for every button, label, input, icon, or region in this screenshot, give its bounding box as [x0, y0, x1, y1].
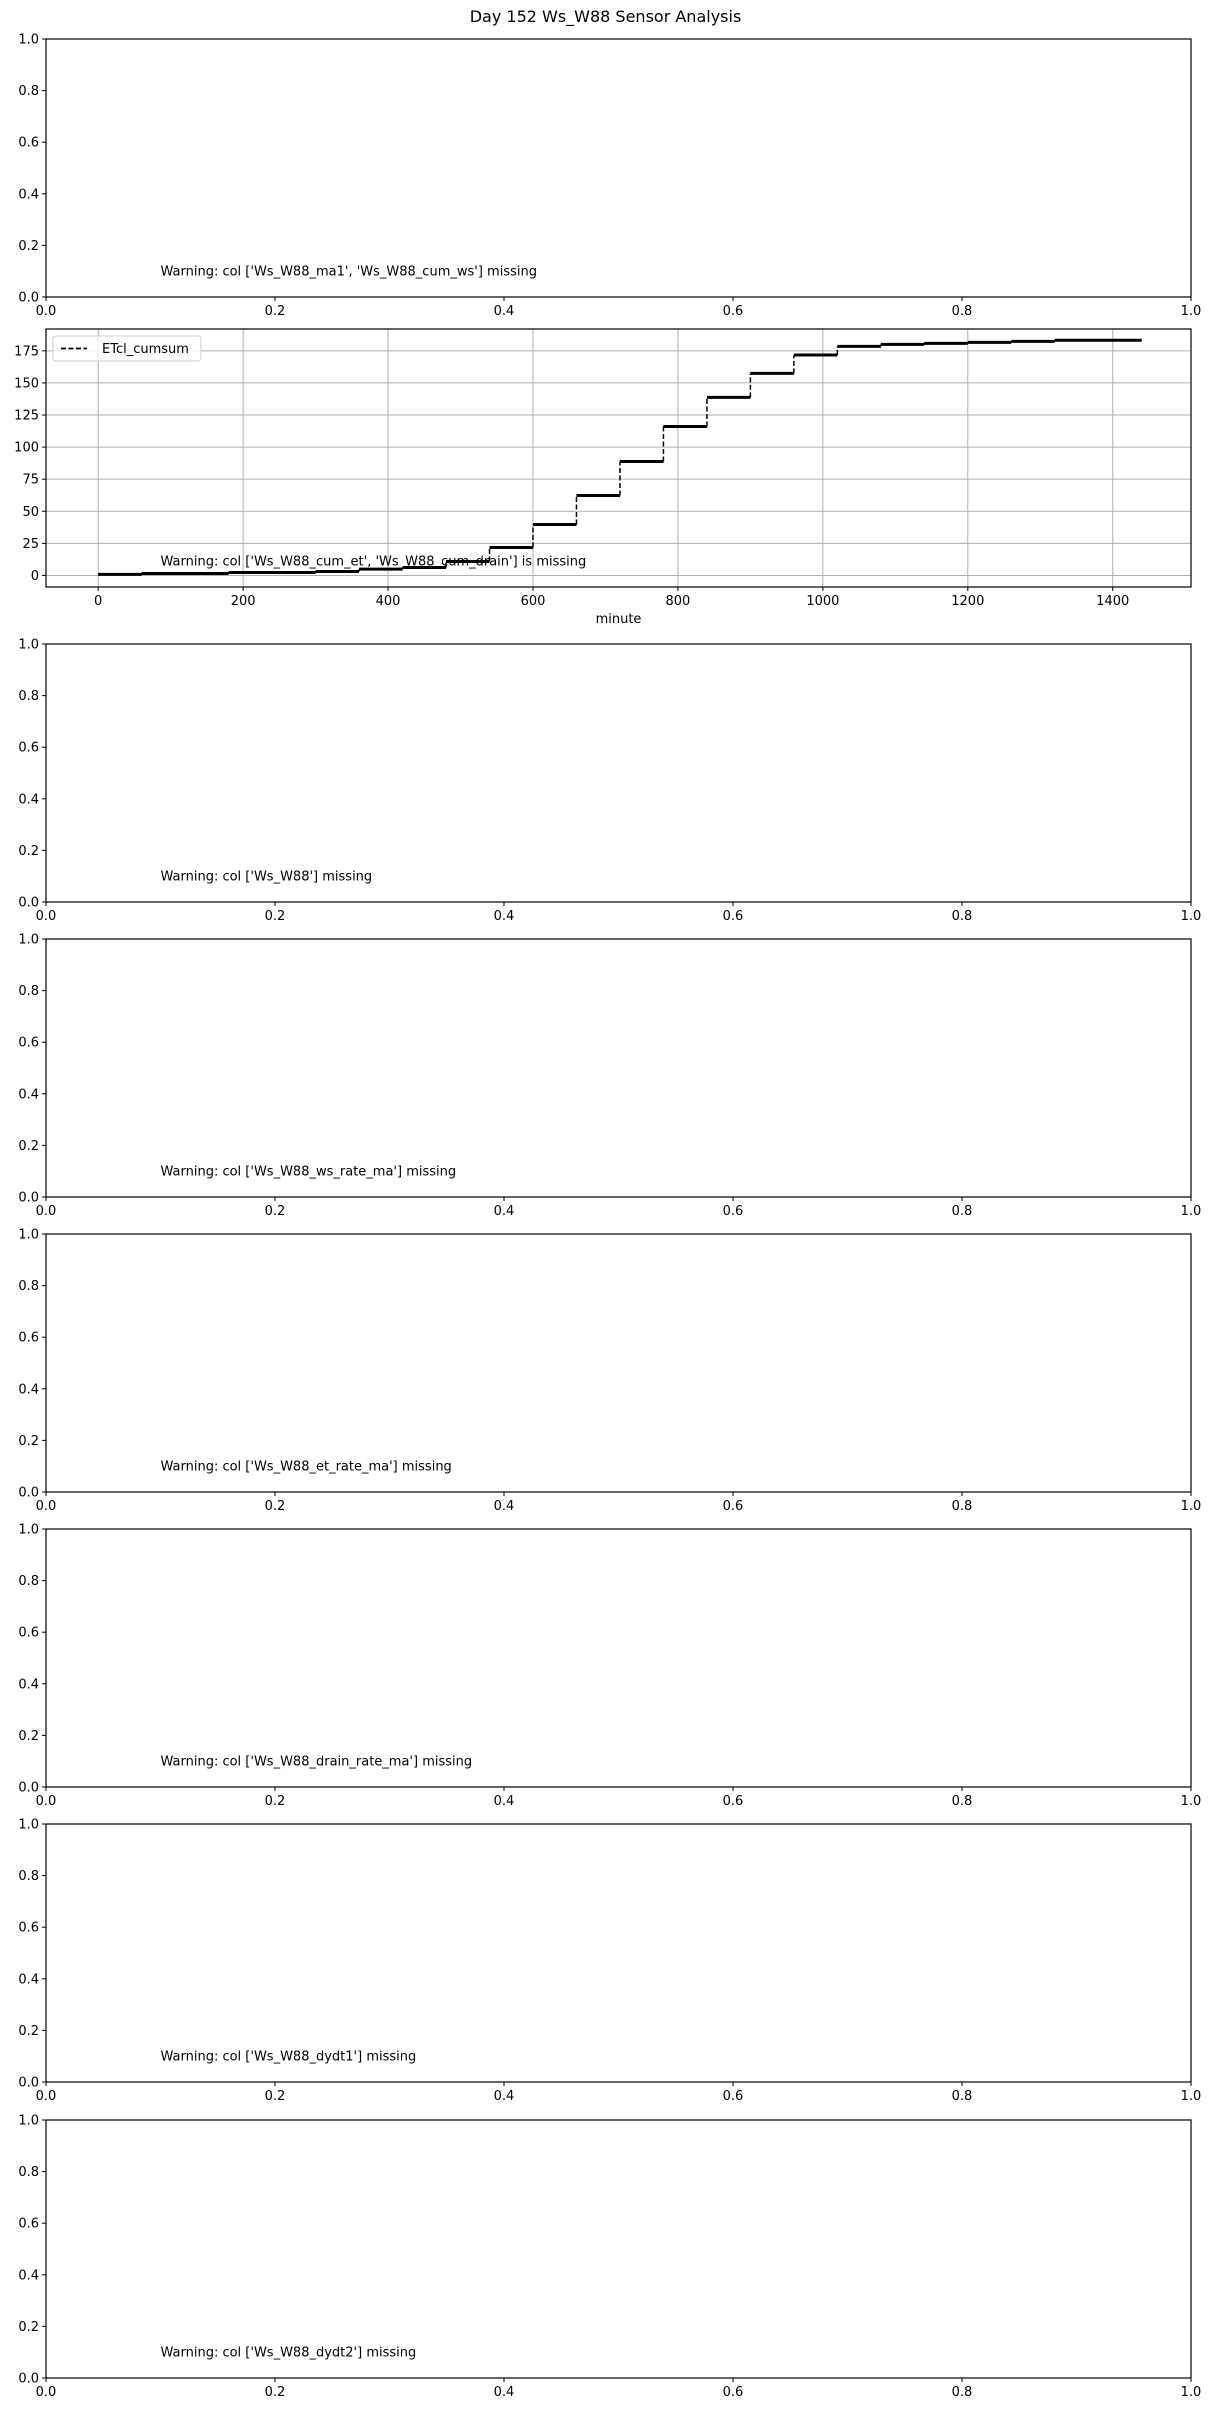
- y-tick-label: 125: [14, 408, 39, 424]
- warning-text: Warning: col ['Ws_W88_cum_et', 'Ws_W88_cum_drain'] is missing: [160, 554, 587, 570]
- y-tick-label: 0.0: [18, 2075, 39, 2091]
- axes-frame: [46, 1234, 1191, 1492]
- y-tick-label: 150: [14, 376, 39, 392]
- x-tick-label: 0.2: [264, 2385, 286, 2400]
- warning-text: Warning: col ['Ws_W88_ma1', 'Ws_W88_cum_ws'] missing: [160, 264, 537, 280]
- y-tick-label: 0.8: [18, 1869, 39, 1885]
- y-tick-label: 1.0: [18, 32, 39, 48]
- y-tick-label: 0.6: [18, 740, 39, 756]
- etcl-cumsum-risers: [142, 340, 1142, 574]
- chart-panel-7: [18, 1818, 1201, 2105]
- y-tick-label: 0.2: [18, 2023, 39, 2039]
- warning-text: Warning: col ['Ws_W88_dydt2'] missing: [160, 2345, 417, 2361]
- x-tick-label: 0.8: [951, 1499, 973, 1514]
- chart-panel-2: [14, 329, 1191, 627]
- y-tick-label: 0.6: [18, 1035, 39, 1051]
- axes-frame: [46, 39, 1191, 297]
- warning-text: Warning: col ['Ws_W88'] missing: [160, 869, 373, 885]
- x-tick-label: 0.8: [951, 909, 973, 924]
- x-tick-label: 0.6: [722, 1204, 744, 1219]
- y-tick-label: 0.4: [18, 1972, 39, 1988]
- figure-title: Day 152 Ws_W88 Sensor Analysis: [469, 7, 742, 26]
- warning-text: Warning: col ['Ws_W88_dydt1'] missing: [160, 2049, 417, 2065]
- y-tick-label: 25: [22, 536, 39, 552]
- warning-text: Warning: col ['Ws_W88_et_rate_ma'] missing: [160, 1459, 452, 1475]
- x-tick-label: 0: [94, 594, 103, 609]
- axes-frame: [46, 2120, 1191, 2378]
- y-tick-label: 1.0: [18, 1522, 39, 1538]
- y-tick-label: 0.2: [18, 1728, 39, 1744]
- chart-panel-1: [18, 33, 1201, 320]
- x-tick-label: 0.8: [951, 2385, 973, 2400]
- y-tick-label: 0.6: [18, 135, 39, 151]
- x-tick-label: 0.0: [35, 1499, 57, 1514]
- etcl-cumsum-step-line: [98, 340, 1142, 574]
- axes-frame: [46, 1529, 1191, 1787]
- x-tick-label: 0.4: [493, 1204, 515, 1219]
- y-tick-label: 0.8: [18, 2165, 39, 2181]
- y-tick-label: 0.4: [18, 2268, 39, 2284]
- y-tick-label: 0.0: [18, 1190, 39, 1206]
- axes-frame: [46, 329, 1191, 587]
- x-tick-label: 0.0: [35, 304, 57, 319]
- x-tick-label: 0.2: [264, 304, 286, 319]
- x-tick-label: 800: [665, 594, 691, 609]
- x-tick-label: 1.0: [1180, 1204, 1202, 1219]
- y-tick-label: 175: [14, 344, 39, 360]
- x-tick-label: 200: [230, 594, 256, 609]
- y-tick-label: 0.2: [18, 238, 39, 254]
- x-tick-label: 0.0: [35, 2385, 57, 2400]
- y-tick-label: 0.2: [18, 843, 39, 859]
- y-tick-label: 0.0: [18, 2371, 39, 2387]
- y-tick-label: 50: [22, 504, 39, 520]
- x-tick-label: 0.6: [722, 2385, 744, 2400]
- x-tick-label: 0.0: [35, 909, 57, 924]
- x-tick-label: 1.0: [1180, 304, 1202, 319]
- x-tick-label: 0.6: [722, 1794, 744, 1809]
- x-tick-label: 0.8: [951, 1794, 973, 1809]
- y-tick-label: 0: [30, 568, 39, 584]
- x-tick-label: 1200: [951, 594, 985, 609]
- y-tick-label: 0.8: [18, 1279, 39, 1295]
- y-tick-label: 1.0: [18, 1227, 39, 1243]
- warning-text: Warning: col ['Ws_W88_ws_rate_ma'] missing: [160, 1164, 457, 1180]
- x-tick-label: 0.2: [264, 2089, 286, 2104]
- x-tick-label: 1000: [806, 594, 840, 609]
- x-tick-label: 0.4: [493, 909, 515, 924]
- panels-container: [14, 33, 1201, 2401]
- x-tick-label: 0.0: [35, 1794, 57, 1809]
- x-tick-label: 0.8: [951, 2089, 973, 2104]
- y-tick-label: 1.0: [18, 637, 39, 653]
- y-tick-label: 0.2: [18, 2319, 39, 2335]
- x-tick-label: 0.4: [493, 2385, 515, 2400]
- y-tick-label: 1.0: [18, 1817, 39, 1833]
- x-tick-label: 0.2: [264, 909, 286, 924]
- legend-label: ETcl_cumsum: [102, 342, 189, 357]
- y-tick-label: 0.8: [18, 689, 39, 705]
- warning-text: Warning: col ['Ws_W88_drain_rate_ma'] missing: [160, 1754, 473, 1770]
- y-tick-label: 0.2: [18, 1433, 39, 1449]
- x-tick-label: 0.8: [951, 1204, 973, 1219]
- y-tick-label: 100: [14, 440, 39, 456]
- y-tick-label: 0.6: [18, 2216, 39, 2232]
- x-tick-label: 600: [520, 594, 546, 609]
- y-tick-label: 0.8: [18, 84, 39, 100]
- x-axis-label: minute: [595, 612, 642, 627]
- x-tick-label: 0.0: [35, 1204, 57, 1219]
- x-tick-label: 0.2: [264, 1499, 286, 1514]
- x-tick-label: 0.2: [264, 1204, 286, 1219]
- x-tick-label: 1.0: [1180, 1499, 1202, 1514]
- x-tick-label: 0.6: [722, 1499, 744, 1514]
- x-tick-label: 0.2: [264, 1794, 286, 1809]
- y-tick-label: 0.0: [18, 1485, 39, 1501]
- x-tick-label: 1.0: [1180, 909, 1202, 924]
- x-tick-label: 1.0: [1180, 2385, 1202, 2400]
- y-tick-label: 0.6: [18, 1330, 39, 1346]
- y-tick-label: 0.4: [18, 1382, 39, 1398]
- y-tick-label: 0.6: [18, 1625, 39, 1641]
- x-tick-label: 0.4: [493, 1499, 515, 1514]
- y-tick-label: 0.6: [18, 1920, 39, 1936]
- y-tick-label: 0.2: [18, 1138, 39, 1154]
- axes-frame: [46, 1824, 1191, 2082]
- y-tick-label: 0.0: [18, 895, 39, 911]
- chart-panel-4: [18, 933, 1201, 1220]
- x-tick-label: 0.8: [951, 304, 973, 319]
- x-tick-label: 1.0: [1180, 1794, 1202, 1809]
- x-tick-label: 0.6: [722, 909, 744, 924]
- y-tick-label: 0.4: [18, 1677, 39, 1693]
- x-tick-label: 1400: [1096, 594, 1130, 609]
- y-tick-label: 1.0: [18, 932, 39, 948]
- x-tick-label: 0.4: [493, 304, 515, 319]
- y-tick-label: 0.0: [18, 1780, 39, 1796]
- x-tick-label: 1.0: [1180, 2089, 1202, 2104]
- x-tick-label: 0.4: [493, 1794, 515, 1809]
- y-tick-label: 1.0: [18, 2113, 39, 2129]
- x-tick-label: 0.4: [493, 2089, 515, 2104]
- legend: [53, 336, 201, 361]
- chart-panel-5: [18, 1228, 1201, 1515]
- y-tick-label: 0.8: [18, 1574, 39, 1590]
- x-tick-label: 0.6: [722, 304, 744, 319]
- x-tick-label: 400: [375, 594, 401, 609]
- chart-panel-8: [18, 2114, 1201, 2401]
- y-tick-label: 0.4: [18, 792, 39, 808]
- y-tick-label: 75: [22, 472, 39, 488]
- y-tick-label: 0.8: [18, 984, 39, 1000]
- y-tick-label: 0.0: [18, 290, 39, 306]
- axes-frame: [46, 939, 1191, 1197]
- axes-frame: [46, 644, 1191, 902]
- y-tick-label: 0.4: [18, 187, 39, 203]
- x-tick-label: 0.6: [722, 2089, 744, 2104]
- chart-panel-3: [18, 638, 1201, 925]
- x-tick-label: 0.0: [35, 2089, 57, 2104]
- chart-panel-6: [18, 1523, 1201, 1810]
- y-tick-label: 0.4: [18, 1087, 39, 1103]
